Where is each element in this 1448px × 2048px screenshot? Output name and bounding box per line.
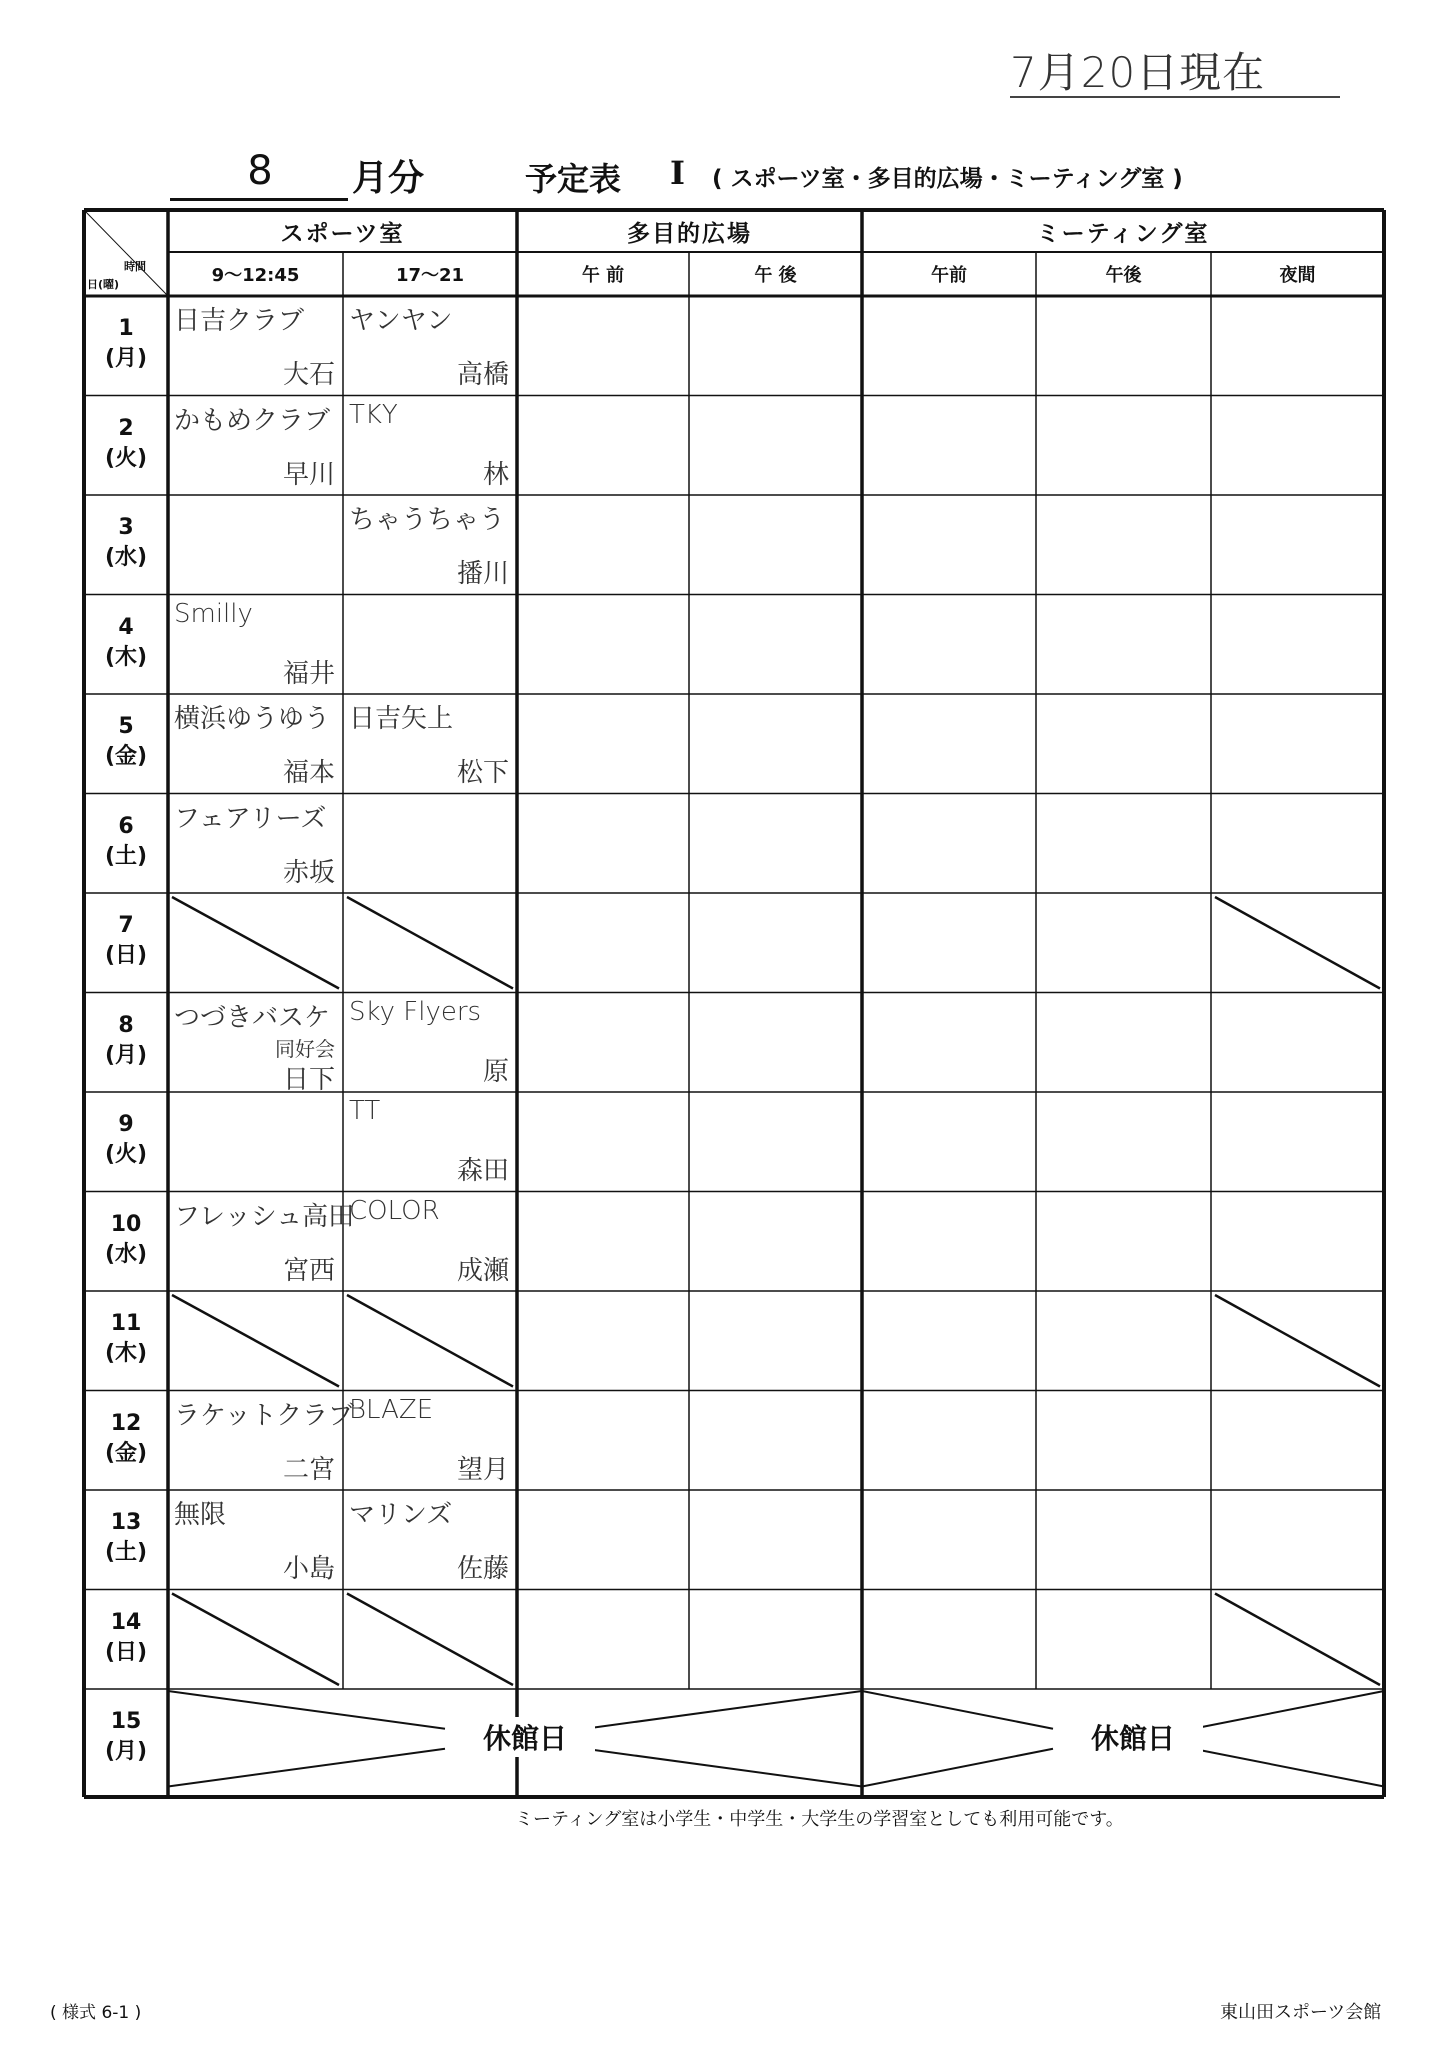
month-suffix: 月分 [352, 158, 425, 199]
day-label [84, 911, 168, 975]
closed-day-label: 休館日 [455, 1717, 595, 1757]
header-sports-room: スポーツ室 [280, 220, 405, 247]
corner-day-label: 日(曜) [87, 278, 120, 291]
entry-contact: 早川 [282, 459, 335, 490]
entry-contact: 赤坂 [282, 857, 335, 888]
day-label [84, 613, 168, 677]
day-label [84, 1608, 168, 1672]
entry-contact: 福本 [282, 758, 335, 788]
day-of-week: (木) [104, 1341, 148, 1366]
day-label [84, 414, 168, 478]
day-number: 11 [110, 1311, 142, 1336]
entry-contact: 宮西 [282, 1255, 335, 1286]
day-number: 8 [118, 1012, 134, 1038]
header-meeting-room: ミーティング室 [1036, 220, 1210, 247]
day-number: 12 [110, 1410, 142, 1436]
day-label [84, 1309, 168, 1373]
schedule-title: 予定表 [525, 160, 622, 198]
organization-name: 東山田スポーツ会館 [1220, 2002, 1382, 2023]
day-number: 6 [118, 813, 134, 839]
entry-group: 日吉矢上 [349, 704, 454, 734]
day-number: 15 [110, 1709, 142, 1734]
day-of-week: (水) [104, 1241, 148, 1267]
header-meeting-am: 午前 [931, 265, 967, 286]
day-of-week: (土) [104, 843, 148, 869]
entry-contact: 原 [482, 1056, 509, 1087]
entry-group: フェアリーズ [174, 803, 327, 834]
entry-group: Sky Flyers [349, 996, 482, 1027]
day-label [84, 1011, 168, 1075]
entry-contact: 林 [482, 459, 509, 490]
day-number: 13 [110, 1510, 142, 1535]
day-of-week: (火) [104, 445, 148, 471]
header-sports-evening: 17～21 [395, 265, 465, 286]
form-number: ( 様式 6-1 ) [50, 2003, 142, 2023]
day-number: 9 [118, 1112, 134, 1137]
day-label [84, 1110, 168, 1174]
corner-time-label: 時間 [124, 260, 146, 273]
month-number: 8 [247, 148, 273, 194]
header-multipurpose-plaza: 多目的広場 [627, 220, 752, 247]
entry-group: 日吉クラブ [174, 306, 305, 336]
entry-group: ラケットクラブ [174, 1400, 355, 1431]
entry-group: ちゃうちゃう [349, 505, 506, 535]
day-of-week: (月) [104, 1042, 148, 1068]
entry-contact: 二宮 [282, 1454, 335, 1485]
day-label [84, 513, 168, 577]
entry-contact: 播川 [456, 559, 509, 589]
day-number: 7 [118, 913, 134, 938]
day-of-week: (土) [104, 1540, 148, 1565]
day-label [84, 812, 168, 876]
closed-day-label: 休館日 [1063, 1717, 1203, 1757]
entry-group: 無限 [174, 1500, 227, 1530]
entry-group: Smilly [174, 598, 253, 629]
entry-contact: 望月 [456, 1454, 509, 1485]
schedule-subtitle: ( スポーツ室・多目的広場・ミーティング室 ) [712, 166, 1183, 192]
entry-group: ヤンヤン [349, 306, 453, 336]
day-number: 1 [118, 316, 134, 341]
day-of-week: (水) [104, 545, 148, 570]
day-number: 3 [118, 515, 134, 540]
day-number: 10 [110, 1211, 142, 1237]
entry-group: 横浜ゆうゆう [174, 704, 331, 734]
entry-group: フレッシュ高田 [174, 1201, 355, 1232]
entry-group: COLOR [349, 1195, 440, 1226]
day-of-week: (金) [104, 744, 148, 769]
entry-contact: 大石 [282, 360, 335, 390]
entry-group-line2: 同好会 [275, 1036, 335, 1061]
entry-contact: 福井 [282, 658, 335, 689]
header-meeting-night: 夜間 [1279, 265, 1316, 286]
header-sports-morning: 9～12:45 [211, 265, 300, 286]
day-of-week: (木) [104, 644, 148, 670]
entry-group: つづきバスケ [174, 1002, 331, 1033]
entry-contact: 高橋 [456, 360, 509, 390]
day-number: 2 [118, 415, 134, 441]
day-label [84, 1210, 168, 1274]
day-label [84, 1409, 168, 1473]
entry-group: BLAZE [349, 1394, 434, 1425]
header-plaza-pm: 午 後 [754, 265, 797, 286]
entry-group: マリンズ [349, 1500, 453, 1530]
schedule-roman-numeral: Ⅰ [670, 154, 685, 192]
entry-group: かもめクラブ [174, 405, 331, 436]
entry-contact: 成瀬 [456, 1255, 509, 1286]
day-number: 14 [110, 1609, 142, 1635]
as-of-date: 7月20日現在 [1010, 48, 1266, 97]
entry-group: TT [349, 1096, 381, 1126]
day-label [84, 314, 168, 378]
day-of-week: (日) [104, 1639, 148, 1665]
day-of-week: (火) [104, 1142, 148, 1167]
day-of-week: (金) [104, 1440, 148, 1466]
day-number: 5 [118, 714, 134, 739]
day-label [84, 712, 168, 776]
entry-contact: 佐藤 [456, 1554, 509, 1584]
entry-group: TKY [349, 399, 398, 430]
header-meeting-pm: 午後 [1105, 265, 1142, 286]
entry-contact: 小島 [282, 1554, 335, 1584]
header-plaza-am: 午 前 [581, 265, 625, 286]
day-label [84, 1508, 168, 1572]
entry-contact: 松下 [456, 758, 509, 788]
footnote: ミーティング室は小学生・中学生・大学生の学習室としても利用可能です。 [515, 1809, 1124, 1830]
day-of-week: (月) [104, 346, 148, 371]
day-number: 4 [118, 614, 134, 640]
entry-contact: 日下 [282, 1064, 335, 1095]
day-label [84, 1707, 168, 1771]
day-of-week: (日) [104, 943, 148, 968]
day-of-week: (月) [104, 1739, 148, 1764]
entry-contact: 森田 [456, 1156, 509, 1186]
